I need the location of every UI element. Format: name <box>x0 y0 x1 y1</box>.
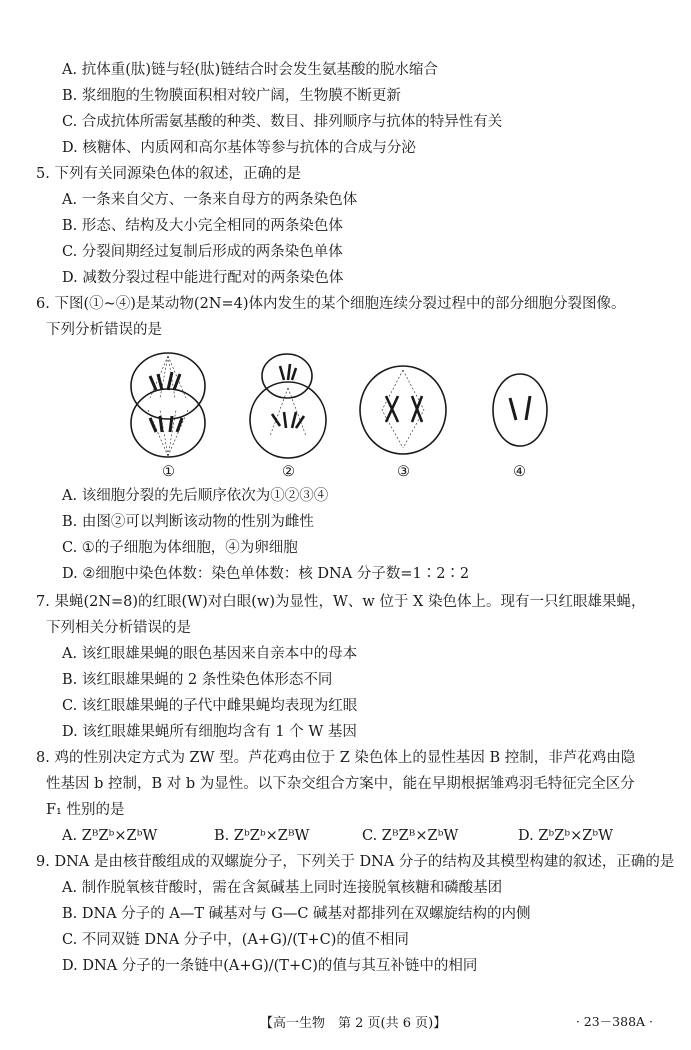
page-footer <box>0 1012 691 1032</box>
q5-option-d: D. 减数分裂过程中能进行配对的两条染色体 <box>62 270 344 286</box>
figure-label-4: ④ <box>513 464 526 480</box>
footer-code: · 23－388A · <box>575 1014 653 1029</box>
figure-label-3: ③ <box>397 464 410 480</box>
cell-2 <box>250 354 326 458</box>
q5-option-b: B. 形态、结构及大小完全相同的两条染色体 <box>62 218 343 234</box>
q8-stem-line3: F₁ 性别的是 <box>46 802 125 818</box>
q4-option-c: C. 合成抗体所需氨基酸的种类、数目、排列顺序与抗体的特异性有关 <box>62 114 503 130</box>
q8-option-b: B. ZᵇZᵇ×ZᴮW <box>214 828 310 844</box>
cell-1 <box>131 353 205 457</box>
q7-option-c: C. 该红眼雄果蝇的子代中雌果蝇均表现为红眼 <box>62 698 358 714</box>
footer-page-info: 【高一生物 第 2 页(共 6 页)】 <box>260 1016 447 1031</box>
q9-option-a: A. 制作脱氧核苷酸时，需在含氮碱基上同时连接脱氧核糖和磷酸基团 <box>62 880 503 896</box>
figure-label-1: ① <box>162 464 175 480</box>
q7-option-d: D. 该红眼雄果蝇所有细胞均含有 1 个 W 基因 <box>62 724 357 740</box>
cell-4 <box>493 374 547 446</box>
q7-option-b: B. 该红眼雄果蝇的 2 条性染色体形态不同 <box>62 672 333 688</box>
q5-option-a: A. 一条来自父方、一条来自母方的两条染色体 <box>62 192 358 208</box>
figure-label-2: ② <box>282 464 295 480</box>
q8-options-row <box>62 826 662 846</box>
q8-stem-line2: 性基因 b 控制，B 对 b 为显性。以下杂交组合方案中，能在早期根据雏鸡羽毛特征完全区分 <box>46 776 635 792</box>
q6-option-b: B. 由图②可以判断该动物的性别为雌性 <box>62 514 314 530</box>
q8-option-c: C. ZᴮZᴮ×ZᵇW <box>362 828 459 844</box>
q5-option-c: C. 分裂间期经过复制后形成的两条染色单体 <box>62 244 343 260</box>
q6-stem-line1: 6. 下图(①~④)是某动物(2N=4)体内发生的某个细胞连续分裂过程中的部分细胞分裂图像。 <box>36 296 626 312</box>
q5-stem: 5. 下列有关同源染色体的叙述，正确的是 <box>36 166 301 182</box>
q6-option-d: D. ②细胞中染色体数：染色单体数：核 DNA 分子数=1∶2∶2 <box>62 566 470 582</box>
q7-option-a: A. 该红眼雄果蝇的眼色基因来自亲本中的母本 <box>62 646 358 662</box>
q6-stem-line2: 下列分析错误的是 <box>46 322 162 338</box>
q8-option-d: D. ZᵇZᵇ×ZᵇW <box>518 828 614 844</box>
q6-option-a: A. 该细胞分裂的先后顺序依次为①②③④ <box>62 488 329 504</box>
cell-division-figure <box>120 348 570 478</box>
cell-division-diagram <box>120 348 570 478</box>
q9-option-c: C. 不同双链 DNA 分子中，(A+G)/(T+C)的值不相同 <box>62 932 409 948</box>
q9-option-d: D. DNA 分子的一条链中(A+G)/(T+C)的值与其互补链中的相同 <box>62 958 478 974</box>
q9-option-b: B. DNA 分子的 A—T 碱基对与 G—C 碱基对都排列在双螺旋结构的内侧 <box>62 906 531 922</box>
q6-option-c: C. ①的子细胞为体细胞，④为卵细胞 <box>62 540 298 556</box>
q4-option-b: B. 浆细胞的生物膜面积相对较广阔，生物膜不断更新 <box>62 88 401 104</box>
q8-stem-line1: 8. 鸡的性别决定方式为 ZW 型。芦花鸡由位于 Z 染色体上的显性基因 B 控制，非芦花鸡由隐 <box>36 750 636 766</box>
q4-option-a: A. 抗体重(肽)链与轻(肽)链结合时会发生氨基酸的脱水缩合 <box>62 62 438 78</box>
q7-stem-line2: 下列相关分析错误的是 <box>46 620 191 636</box>
q9-stem: 9. DNA 是由核苷酸组成的双螺旋分子，下列关于 DNA 分子的结构及其模型构建的叙述，正确的是 <box>36 854 675 870</box>
q4-option-d: D. 核糖体、内质网和高尔基体等参与抗体的合成与分泌 <box>62 140 416 156</box>
cell-3 <box>360 366 446 454</box>
q8-option-a: A. ZᴮZᵇ×ZᵇW <box>62 828 158 844</box>
q7-stem-line1: 7. 果蝇(2N=8)的红眼(W)对白眼(w)为显性，W、w 位于 X 染色体上。现有一只红眼雄果蝇， <box>36 594 646 610</box>
